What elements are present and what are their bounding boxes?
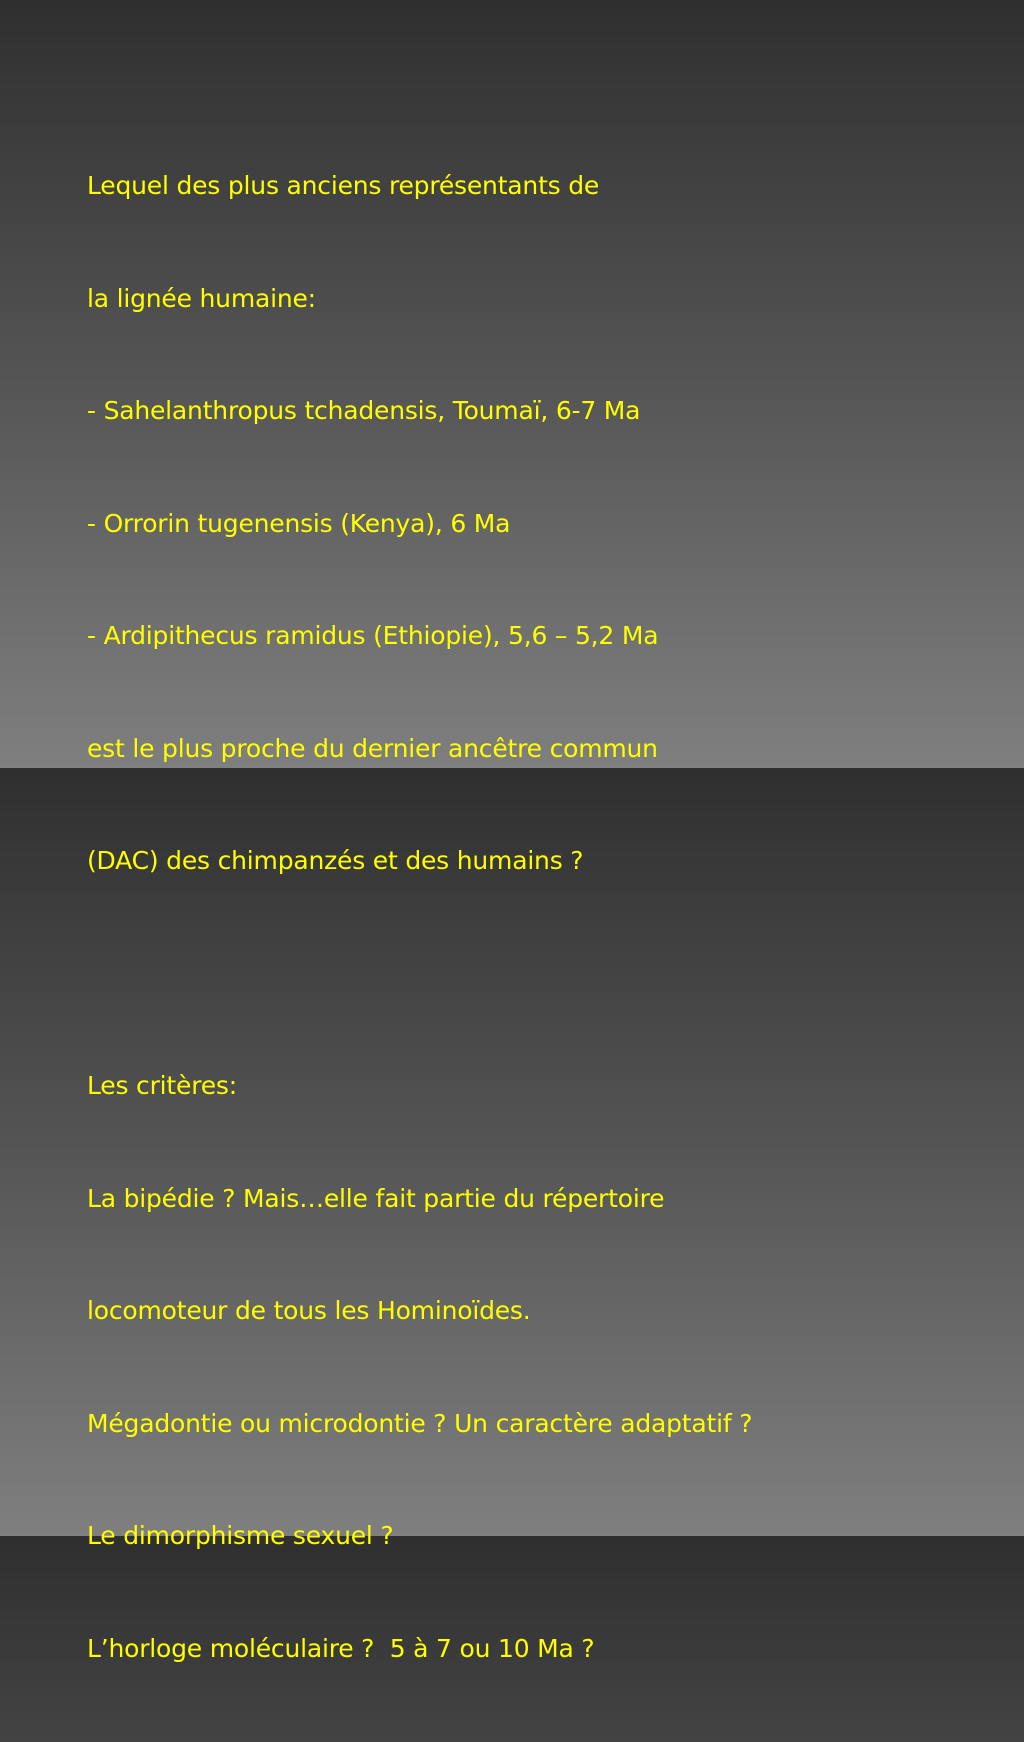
criteria-line-4: Le dimorphisme sexuel ? xyxy=(87,1521,394,1550)
question-line-4: - Orrorin tugenensis (Kenya), 6 Ma xyxy=(87,508,511,538)
question-line-1: Lequel des plus anciens représentants de xyxy=(87,171,600,200)
question-line-6: est le plus proche du dernier ancêtre commun xyxy=(87,733,658,763)
question-line-7: (DAC) des chimpanzés et des humains ? xyxy=(87,846,584,875)
criteria-line-1: La bipédie ? Mais…elle fait partie du répertoire xyxy=(87,1183,665,1213)
criteria-line-2: locomoteur de tous les Hominoïdes. xyxy=(87,1296,531,1325)
criteria-line-3: Mégadontie ou microdontie ? Un caractère adaptatif ? xyxy=(87,1408,753,1438)
question-line-3: - Sahelanthropus tchadensis, Toumaï, 6-7 Ma xyxy=(87,396,641,425)
blank-line xyxy=(87,955,987,993)
question-line-5: - Ardipithecus ramidus (Ethiopie), 5,6 – 5,2 Ma xyxy=(87,621,659,650)
question-line-2: la lignée humaine: xyxy=(87,283,316,313)
criteria-line-5: L’horloge moléculaire ? 5 à 7 ou 10 Ma ? xyxy=(87,1633,595,1663)
criteria-heading: Les critères: xyxy=(87,1071,237,1100)
slide-text-block xyxy=(87,92,987,1742)
